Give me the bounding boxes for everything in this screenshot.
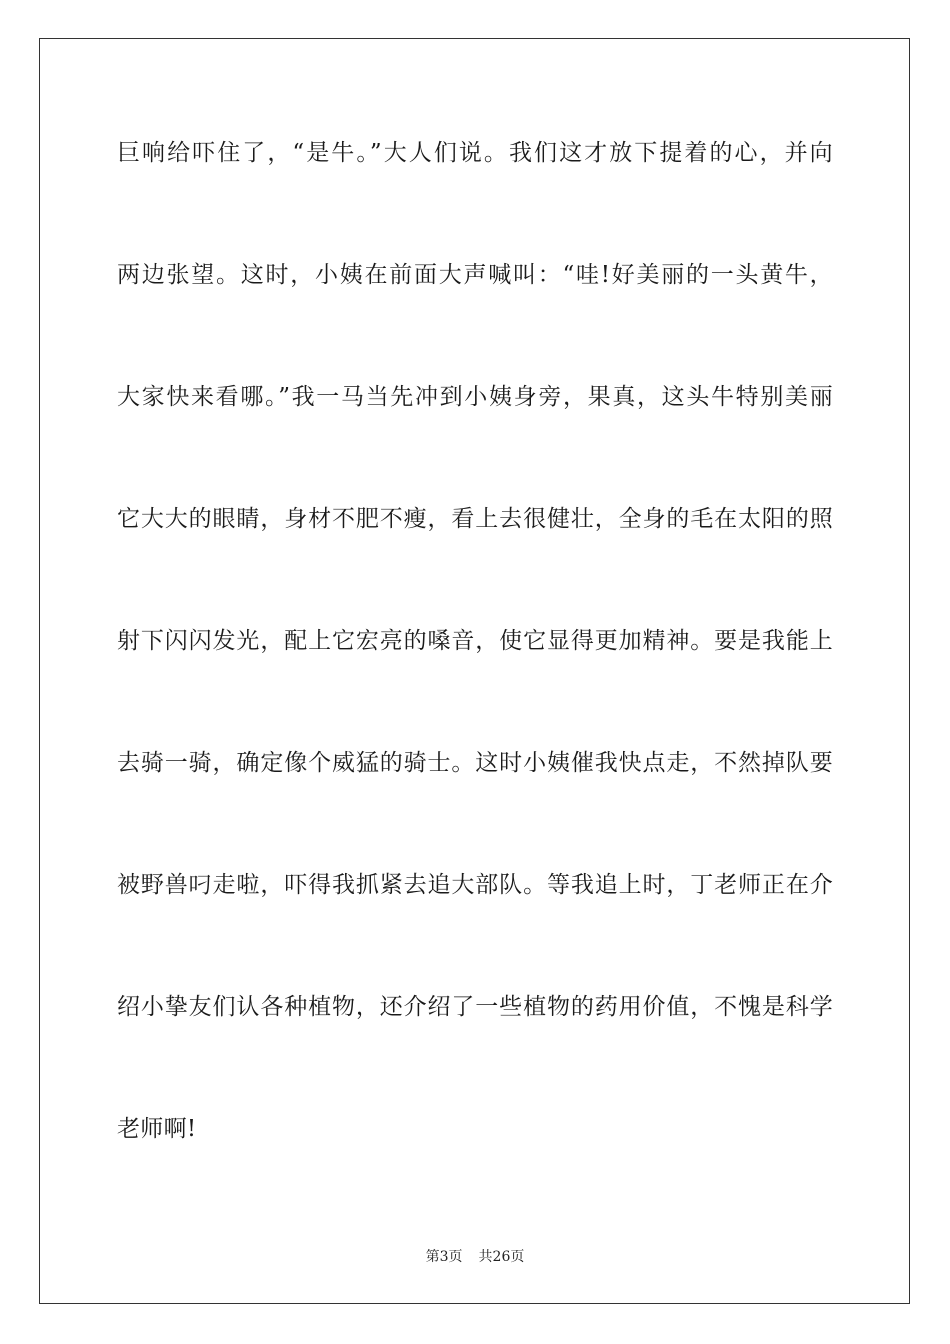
text-line-last: 老师啊! [117, 1116, 197, 1142]
text-line: 它大大的眼睛，身材不肥不瘦，看上去很健壮，全身的毛在太阳的照 [117, 506, 833, 532]
text-line: 去骑一骑，确定像个威猛的骑士。这时小姨催我快点走，不然掉队要 [117, 750, 833, 776]
page-footer [0, 1246, 950, 1266]
page-number: 第3页 [425, 1249, 463, 1265]
text-line: 射下闪闪发光，配上它宏亮的嗓音，使它显得更加精神。要是我能上 [117, 628, 833, 654]
body-text [117, 122, 833, 1220]
text-line: 两边张望。这时，小姨在前面大声喊叫：“哇!好美丽的一头黄牛， [117, 262, 833, 288]
text-line: 巨响给吓住了，“是牛。”大人们说。我们这才放下提着的心，并向 [117, 140, 833, 166]
text-line: 被野兽叼走啦，吓得我抓紧去追大部队。等我追上时，丁老师正在介 [117, 872, 833, 898]
text-line: 大家快来看哪。”我一马当先冲到小姨身旁，果真，这头牛特别美丽 [117, 384, 833, 410]
page-total: 共26页 [478, 1249, 525, 1265]
text-line: 绍小挚友们认各种植物，还介绍了一些植物的药用价值，不愧是科学 [117, 994, 833, 1020]
